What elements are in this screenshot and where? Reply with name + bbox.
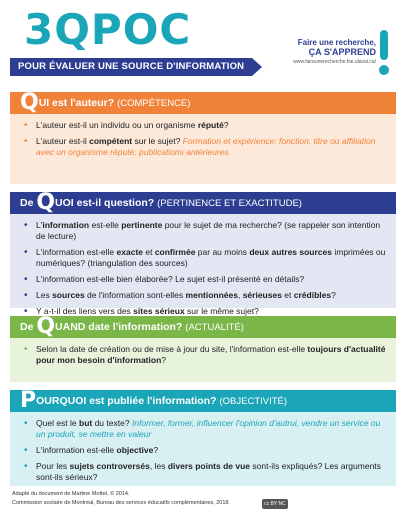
section-initial: Q	[20, 90, 39, 115]
section-body	[10, 338, 396, 382]
creative-commons-badge[interactable]: cc BY NC SA	[262, 499, 288, 509]
list-item: • Selon la date de création ou de mise à jour du site, l'information est-elle toujours d'actualité pour mon besoin d'information?	[24, 344, 386, 366]
brand-line2: ÇA S'APPREND	[308, 47, 376, 57]
footer-credit: Adapté du document de Martine Mottet, © 2014.	[12, 491, 130, 497]
section-qui	[10, 92, 396, 184]
page-title: 3QPOC	[24, 5, 192, 54]
section-initial: Q	[36, 314, 56, 339]
section-title: UAND date l'information?	[55, 321, 183, 333]
section-tag: (PERTINENCE ET EXACTITUDE)	[157, 198, 302, 209]
list-item: • L'information est-elle objective?	[24, 445, 386, 456]
exclamation-icon	[376, 30, 392, 78]
section-heading	[10, 92, 396, 114]
list-item: • L'auteur est-il compétent sur le sujet? Formation et expérience; fonction, titre ou affiliation avec un organisme réputé; publications antérieures	[24, 136, 386, 158]
section-body	[10, 114, 396, 184]
brand-url: www.faireunerecherche.fse.ulaval.ca/	[293, 59, 376, 65]
list-item: • Quel est le but du texte? Informer, former, influencer l'opinion d'autrui, vendre un service ou un produit, se mettre en valeur	[24, 418, 386, 440]
list-item: • L'information est-elle pertinente pour le sujet de ma recherche? (se rappeler son intention de lecture)	[24, 220, 386, 242]
section-heading: De QUAND date l'information? (ACTUALITÉ)	[10, 316, 396, 338]
list-item: • Y a-t-il des liens vers des sites sérieux sur le même sujet?	[24, 306, 386, 317]
section-title: UI est l'auteur?	[38, 97, 115, 109]
section-heading: De QUOI est-il question? (PERTINENCE ET EXACTITUDE)	[10, 192, 396, 214]
list-item: • L'information est-elle bien élaborée? Le sujet est-il présenté en détails?	[24, 274, 386, 285]
section-initial: P	[20, 388, 37, 413]
footer	[12, 490, 396, 508]
section-tag: (COMPÉTENCE)	[117, 98, 191, 109]
section-body	[10, 214, 396, 316]
section-quand	[10, 316, 396, 382]
section-title: UOI est-il question?	[55, 197, 155, 209]
section-initial: Q	[36, 190, 56, 215]
section-body	[10, 412, 396, 486]
section-tag: (ACTUALITÉ)	[185, 322, 244, 333]
section-tag: (OBJECTIVITÉ)	[219, 396, 288, 407]
list-item: • L'information est-elle exacte et confirmée par au moins deux autres sources imprimées ou numériques? (triangulation des sources)	[24, 247, 386, 269]
list-item: • Les sources de l'information sont-elles mentionnées, sérieuses et crédibles?	[24, 290, 386, 301]
subtitle-banner: POUR ÉVALUER UNE SOURCE D'INFORMATION	[10, 58, 252, 76]
section-heading	[10, 390, 396, 412]
section-pourquoi	[10, 390, 396, 486]
list-item: • L'auteur est-il un individu ou un organisme réputé?	[24, 120, 386, 131]
header	[0, 0, 406, 85]
footer-credit-2: Commission scolaire de Montréal, Bureau des services éducatifs complémentaires, 2018.	[12, 500, 230, 506]
section-title: OURQUOI est publiée l'information?	[36, 395, 217, 407]
brand-block	[293, 38, 376, 65]
section-quoi	[10, 190, 396, 316]
list-item: • Pour les sujets controversés, les divers points de vue sont-ils expliqués? Les arguments sont-ils sérieux?	[24, 461, 386, 483]
brand-line1: Faire une recherche,	[297, 38, 376, 47]
